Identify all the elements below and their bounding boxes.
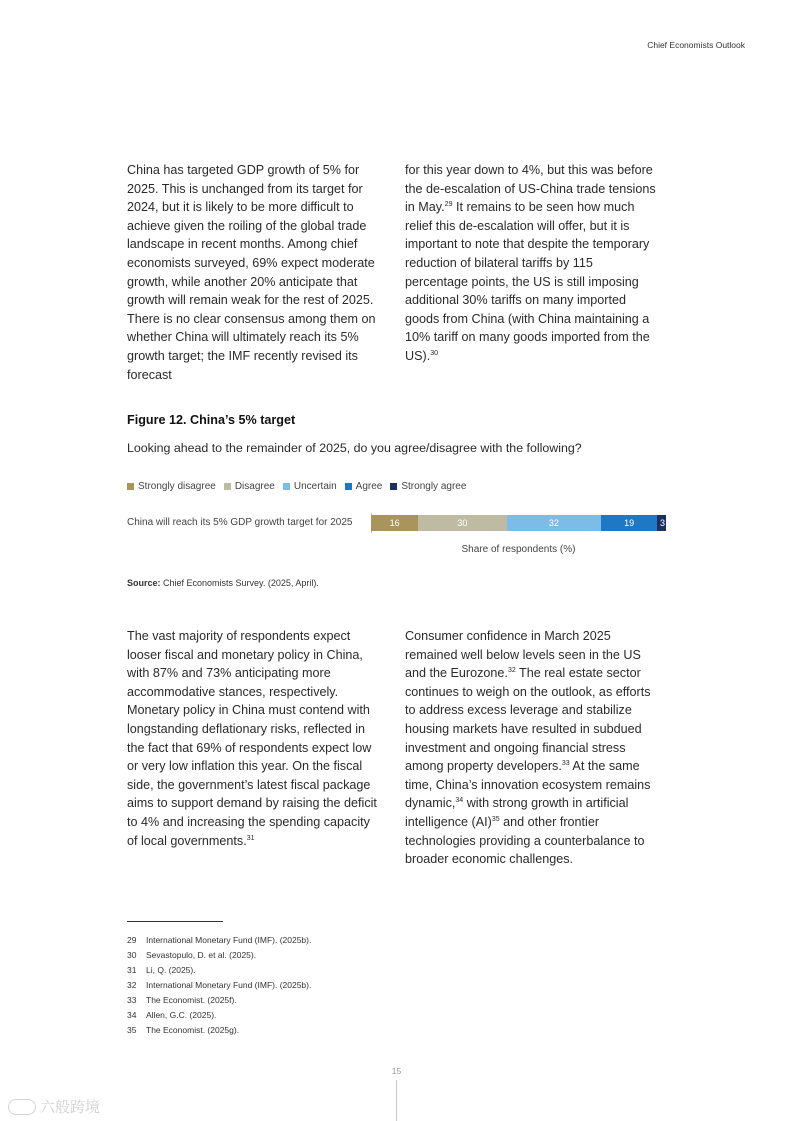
body-right-text-3: At the same time, China’s innovation ecosystem remains dynamic, (405, 759, 651, 811)
legend-swatch (224, 483, 231, 490)
footnotes-list (127, 935, 311, 1040)
watermark-text: 六般跨境 (40, 1099, 101, 1116)
footnote-text: Allen, G.C. (2025). (146, 1010, 217, 1020)
bar-segment-agree: 19 (601, 515, 657, 531)
legend-item (345, 481, 383, 492)
footnote-number: 35 (127, 1025, 137, 1035)
intro-left-column (127, 161, 379, 384)
body-left-column (127, 627, 379, 850)
figure-question: Looking ahead to the remainder of 2025, do you agree/disagree with the following? (127, 441, 582, 455)
footnote-text: International Monetary Fund (IMF). (2025b). (146, 935, 312, 945)
intro-right-text-2: It remains to be seen how much relief this de-escalation will offer, but it is important to note that despite the temporary reduction of bilateral tariffs by 115 percentage points, the US is still imposing additional 30% tariffs on many imported goods from China (with China maintaining a 10% tariff on many goods imported from the US). (405, 200, 650, 363)
footnote-ref-32[interactable]: 32 (507, 667, 516, 674)
footnote-ref-30[interactable]: 30 (430, 349, 438, 357)
footnote-item (127, 935, 311, 950)
chart-legend (127, 481, 466, 492)
footnote-number: 32 (127, 980, 137, 990)
figure-source (127, 578, 319, 588)
chart-category-label: China will reach its 5% GDP growth target for 2025 (127, 517, 353, 528)
bar-segment-uncertain: 32 (507, 515, 601, 531)
footnote-number: 30 (127, 950, 137, 960)
running-header: Chief Economists Outlook (647, 40, 745, 50)
footnote-number: 33 (127, 995, 137, 1005)
legend-label: Disagree (234, 481, 275, 492)
bar-segment-disagree: 30 (418, 515, 507, 531)
footnote-text: The Economist. (2025g). (146, 1025, 240, 1035)
legend-swatch (283, 483, 290, 490)
intro-right-paragraph (405, 161, 657, 366)
footnote-number: 31 (127, 965, 137, 975)
watermark-logo-icon (8, 1099, 36, 1115)
footnote-text: Li, Q. (2025). (146, 965, 196, 975)
footnote-text: The Economist. (2025f). (146, 995, 237, 1005)
body-left-paragraph (127, 627, 379, 850)
footnote-item (127, 1025, 311, 1040)
intro-right-column (405, 161, 657, 366)
legend-label: Strongly agree (401, 481, 467, 492)
footnote-number: 29 (127, 935, 137, 945)
legend-item (283, 481, 337, 492)
body-right-text-1: Consumer confidence in March 2025 remained well below levels seen in the US and the Eurozone. (405, 629, 641, 681)
legend-swatch (345, 483, 352, 490)
legend-item (127, 481, 216, 492)
stacked-bar (371, 515, 666, 531)
body-right-column (405, 627, 657, 869)
footnote-text: International Monetary Fund (IMF). (2025b). (146, 980, 312, 990)
intro-right-text-1: for this year down to 4%, but this was before the de-escalation of US-China trade tensions in May. (405, 163, 656, 215)
body-right-text-4: with strong growth in artificial intelligence (AI) (405, 796, 629, 829)
legend-swatch (127, 483, 134, 490)
legend-swatch (390, 483, 397, 490)
body-left-text: The vast majority of respondents expect looser fiscal and monetary policy in China, with 87% and 73% anticipating more accommodative stances, respectively. Monetary policy in China must contend with longstanding deflationary risks, reflected in the fact that 69% of respondents expect low or very low inflation this year. On the fiscal side, the government’s latest fiscal package aims to support demand by raising the deficit to 4% and increasing the spending capacity of local governments. (127, 629, 377, 848)
footnote-number: 34 (127, 1010, 137, 1020)
footnote-ref-33[interactable]: 33 (561, 759, 570, 767)
source-label: Source: (127, 578, 161, 588)
footnote-ref-29[interactable]: 29 (444, 201, 453, 208)
legend-label: Agree (355, 481, 383, 492)
body-right-text-2: The real estate sector continues to weigh on the outlook, as efforts to address excess leverage and stabilize housing markets have resulted in subdued investment and ongoing financial stress among property developers. (405, 666, 651, 774)
footnote-ref-34[interactable]: 34 (455, 797, 464, 805)
footnote-ref-31[interactable]: 31 (246, 834, 255, 842)
footnote-item (127, 950, 311, 965)
bar-segment-strongly-disagree: 16 (371, 515, 418, 531)
figure-title: Figure 12. China’s 5% target (127, 413, 296, 427)
legend-label: Strongly disagree (138, 481, 216, 492)
legend-label: Uncertain (293, 481, 337, 492)
footnote-item (127, 1010, 311, 1025)
bar-segment-strongly-agree: 3 (657, 515, 666, 531)
footnote-item (127, 980, 311, 995)
body-right-text-5: and other frontier technologies providing a counterbalance to broader economic challenges. (405, 814, 645, 867)
footnote-item (127, 965, 311, 980)
footnote-rule (127, 921, 223, 922)
page-divider-line (396, 1080, 397, 1121)
source-text: Chief Economists Survey. (2025, April). (160, 578, 319, 588)
watermark (8, 1096, 100, 1117)
page-number: 15 (391, 1066, 402, 1076)
intro-left-paragraph: China has targeted GDP growth of 5% for 2025. This is unchanged from its target for 2024, but it is likely to be more difficult to achieve given the roiling of the global trade landscape in recent months. Among chief economists surveyed, 69% expect moderate growth, while another 20% anticipate that growth will remain weak for the rest of 2025. There is no clear consensus among them on whether China will ultimately reach its 5% growth target; the IMF recently revised its forecast (127, 163, 376, 382)
legend-item (390, 481, 466, 492)
footnote-ref-35[interactable]: 35 (491, 815, 500, 823)
footnote-text: Sevastopulo, D. et al. (2025). (146, 950, 257, 960)
x-axis-label: Share of respondents (%) (461, 544, 576, 555)
body-right-paragraph (405, 627, 657, 869)
footnote-item (127, 995, 311, 1010)
legend-item (224, 481, 275, 492)
